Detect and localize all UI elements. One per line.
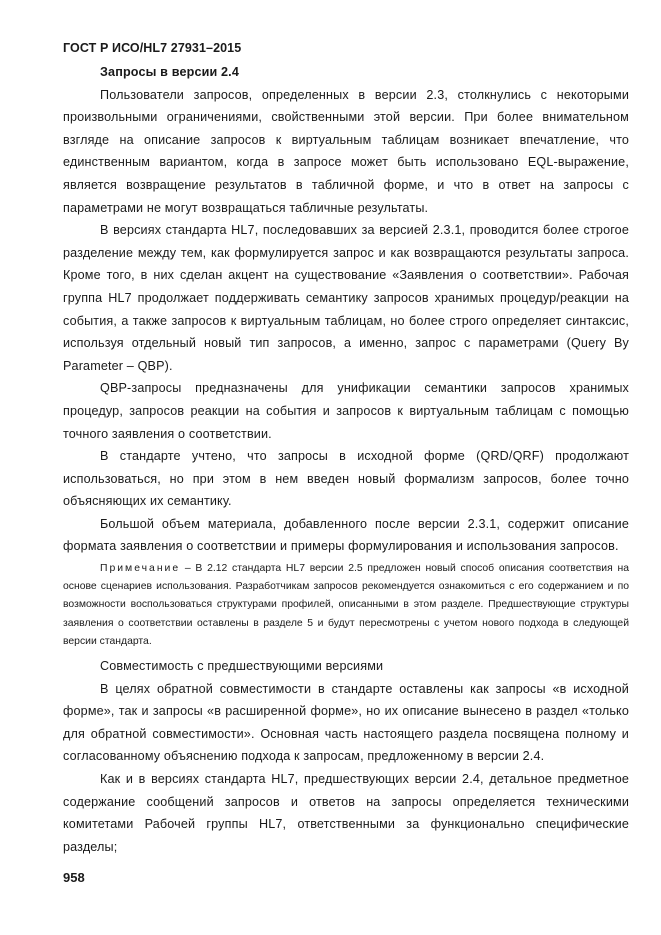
paragraph: В целях обратной совместимости в стандарте оставлены как запросы «в исходной форме», так и запросы «в расширенной форме», но их описание вынесено в раздел «только для обратной совместимости». Основная часть настоящего раздела посвящена полному и согласованному объяснению подхода к запросам, предложенному в версии 2.4.: [63, 681, 629, 764]
note-text: – В 2.12 стандарта HL7 версии 2.5 предложен новый способ описания соответствия на основе сценариев использования. Разработчикам запросов рекомендуется ознакомиться с его содержанием и по возможности воспользоваться структурами профилей, описанными в этом разделе. Предшествующие структуры заявления о соответствии оставлены в разделе 5 и будут пересмотрены с учетом нового подхода в следующей версии стандарта.: [63, 563, 629, 647]
paragraph: В версиях стандарта HL7, последовавших за версией 2.3.1, проводится более строгое разделение между тем, как формулируется запрос и как возвращаются результаты запроса. Кроме того, в них сделан акцент на существование «Заявления о соответствии». Рабочая группа HL7 продолжает поддерживать семантику запросов хранимых процедур/реакции на события, а также запросов к виртуальным таблицам, но более строго определяет синтаксис, используя отдельный новый тип запросов, а именно, запрос с параметрами (Query By Parameter – QBP).: [63, 223, 629, 373]
page-content: [63, 61, 629, 858]
paragraph: Как и в версиях стандарта HL7, предшествующих версии 2.4, детальное предметное содержание сообщений запросов и ответов на запросы определяется техническими комитетами Рабочей группы HL7, ответственными за функционально специфические разделы;: [63, 772, 629, 854]
page-number: 958: [63, 870, 85, 885]
paragraph: QBP-запросы предназначены для унификации семантики запросов хранимых процедур, запросов реакции на события и запросов к виртуальным таблицам с помощью точного заявления о соответствии.: [63, 381, 629, 441]
section-subheading: Совместимость с предшествующими версиями: [100, 659, 384, 674]
paragraph: Пользователи запросов, определенных в версии 2.3, столкнулись с некоторыми произвольными ограничениями, свойственными этой версии. При более внимательном взгляде на описание запросов к виртуальным таблицам возникает впечатление, что единственным вариантом, когда в запросе может быть использовано EQL-выражение, является возвращение результатов в табличной форме, и что в ответ на запросы с параметрами не могут возвращаться табличные результаты.: [63, 87, 629, 215]
paragraph: Большой объем материала, добавленного после версии 2.3.1, содержит описание формата заявления о соответствии и примеры формулирования и использования запросов.: [63, 516, 629, 554]
document-header: ГОСТ Р ИСО/HL7 27931–2015: [63, 41, 242, 55]
paragraph: В стандарте учтено, что запросы в исходной форме (QRD/QRF) продолжают использоваться, но при этом в нем введен новый формализм запросов, более точно объясняющих их семантику.: [63, 449, 629, 509]
note-label: Примечание: [100, 563, 181, 575]
section-heading: Запросы в версии 2.4: [100, 65, 239, 79]
note: [63, 560, 629, 651]
